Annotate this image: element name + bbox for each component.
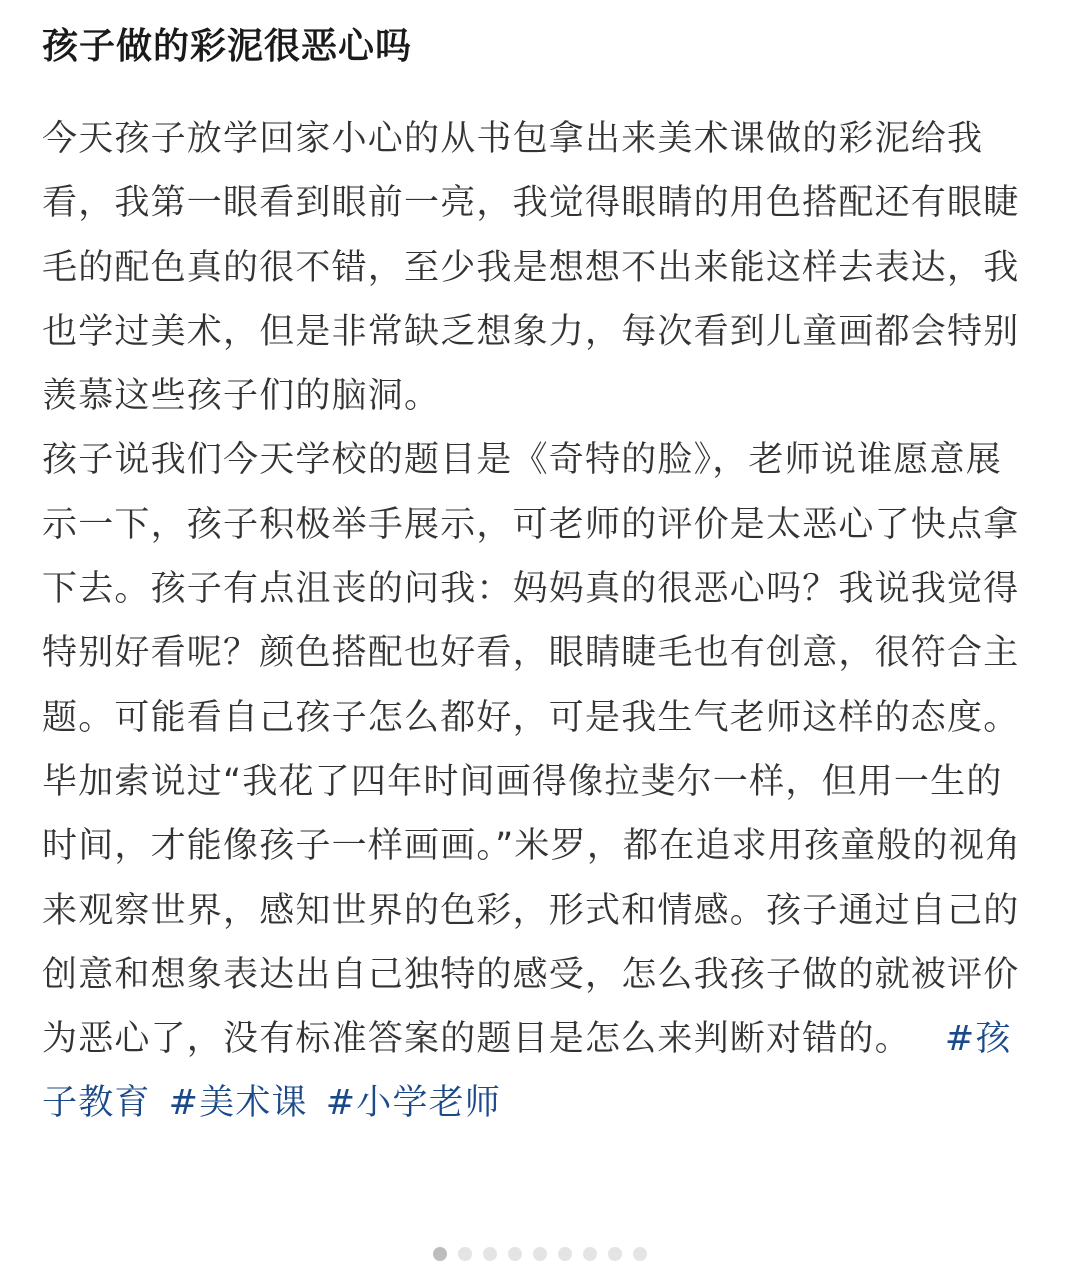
- post-paragraph-1: 今天孩子放学回家小心的从书包拿出来美术课做的彩泥给我看，我第一眼看到眼前一亮，我觉得眼睛的用色搭配还有眼睫毛的配色真的很不错，至少我是想想不出来能这样去表达，我也学过美术，但是非常缺乏想象力，每次看到儿童画都会特别羡慕这些孩子们的脑洞。: [42, 119, 1020, 417]
- hashtag-child-education[interactable]: #孩子教育: [42, 1019, 1012, 1124]
- hashtag-art-class[interactable]: #美术课: [168, 1083, 308, 1124]
- post-title: 孩子做的彩泥很恶心吗: [42, 26, 413, 67]
- page-indicator: [0, 1247, 1079, 1261]
- hashtag-primary-teacher[interactable]: #小学老师: [325, 1083, 502, 1124]
- page-dot[interactable]: [483, 1247, 497, 1261]
- post-paragraph-3-text: 毕加索说过“我花了四年时间画得像拉斐尔一样，但用一生的时间，才能像孩子一样画画。”米罗，都在追求用孩童般的视角来观察世界，感知世界的色彩，形式和情感。孩子通过自己的创意和想象表达出自己独特的感受，怎么我孩子做的就被评价为恶心了，没有标准答案的题目是怎么来判断对错的。: [42, 761, 1022, 1060]
- page-dot[interactable]: [633, 1247, 647, 1261]
- post: [42, 0, 1032, 1136]
- page-dot[interactable]: [608, 1247, 622, 1261]
- page-dot[interactable]: [533, 1247, 547, 1261]
- page-dot[interactable]: [458, 1247, 472, 1261]
- page-dot[interactable]: [583, 1247, 597, 1261]
- page-dot[interactable]: [433, 1247, 447, 1261]
- page-dot[interactable]: [508, 1247, 522, 1261]
- page-dot[interactable]: [558, 1247, 572, 1261]
- post-paragraph-2: 孩子说我们今天学校的题目是《奇特的脸》，老师说谁愿意展示一下，孩子积极举手展示，可老师的评价是太恶心了快点拿下去。孩子有点沮丧的问我：妈妈真的很恶心吗？我说我觉得特别好看呢？颜色搭配也好看，眼睛睫毛也有创意，很符合主题。可能看自己孩子怎么都好，可是我生气老师这样的态度。: [42, 440, 1020, 738]
- post-body: [42, 107, 1032, 1136]
- post-paragraph-3: [42, 750, 1032, 1136]
